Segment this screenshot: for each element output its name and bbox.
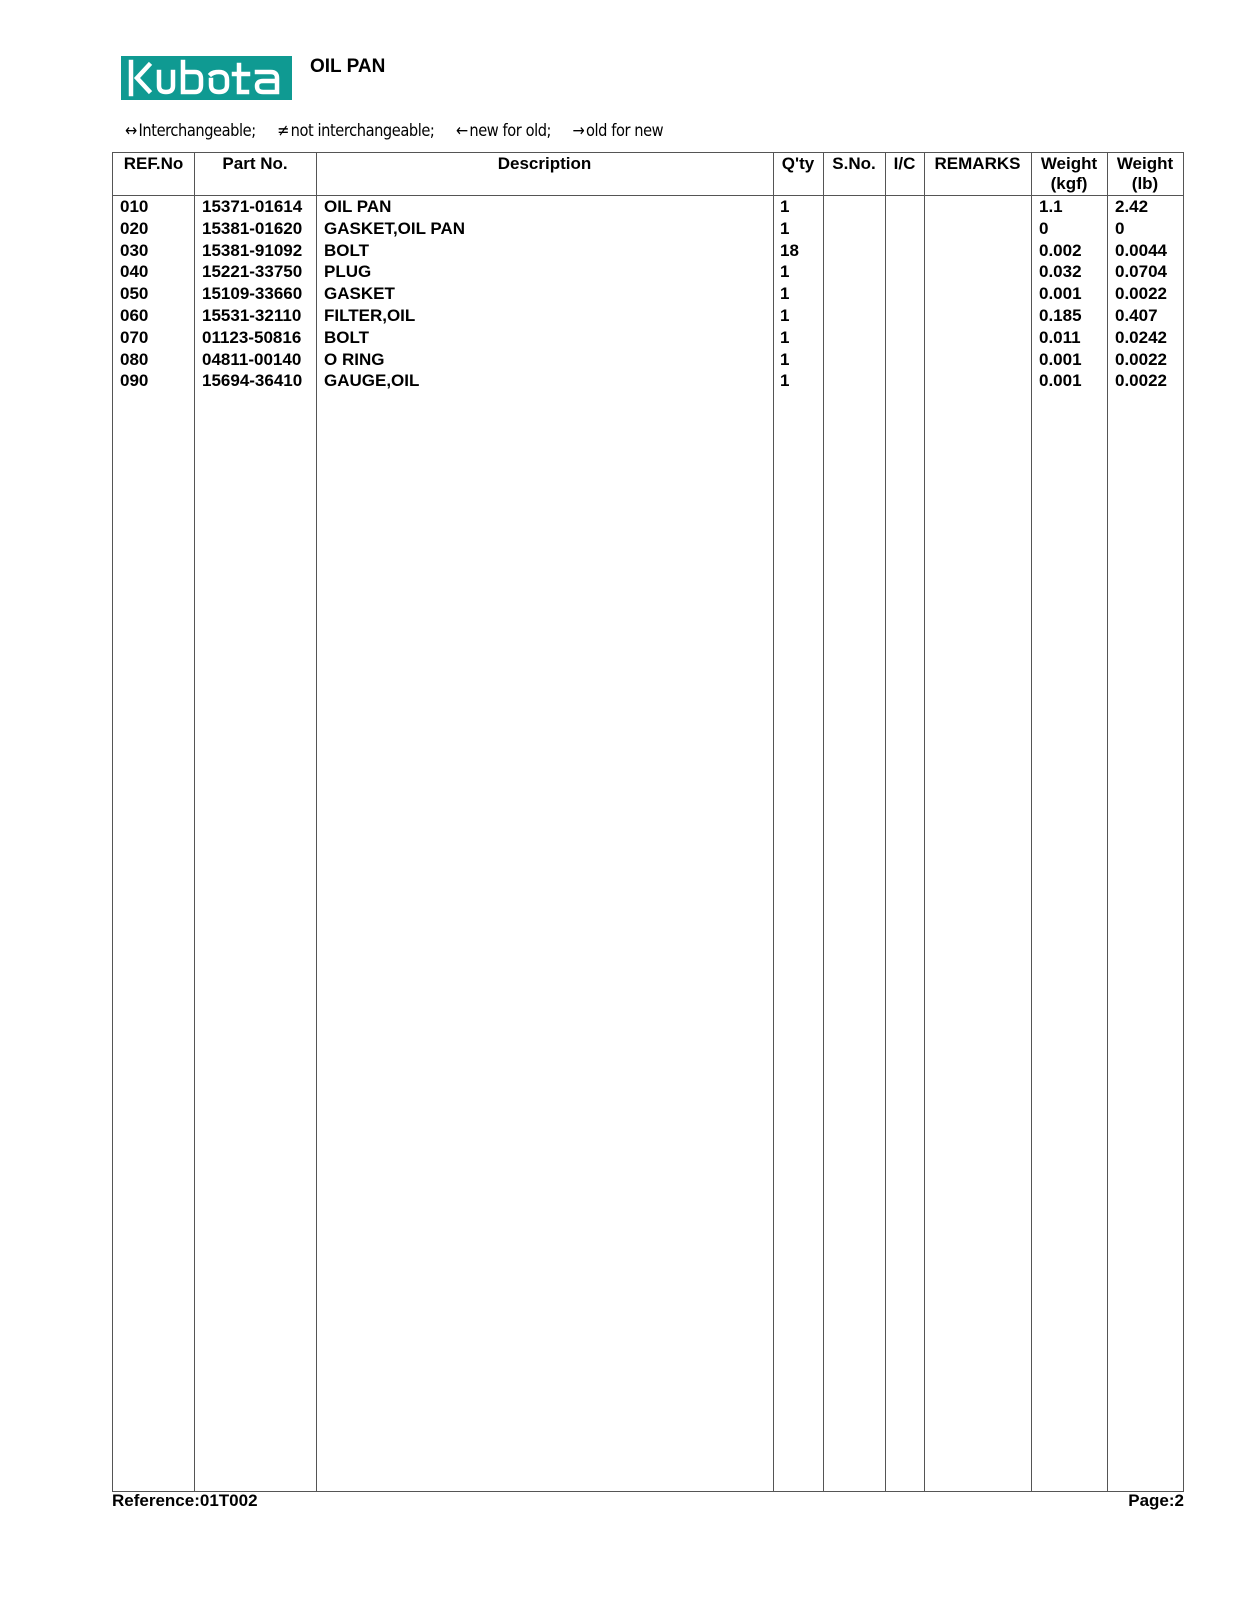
header-remarks: REMARKS: [934, 154, 1021, 173]
header-ref-no: REF.No: [123, 154, 184, 173]
cell-desc: OIL PAN: [324, 197, 392, 216]
cell-weight-kgf: 0.001: [1039, 284, 1082, 304]
cell-qty: 1: [780, 197, 790, 216]
parts-table: [112, 152, 1184, 1492]
cell-weight-kgf: 0.032: [1039, 262, 1082, 282]
legend-old-for-new: → old for new: [572, 121, 664, 141]
cell-desc: GASKET: [324, 284, 395, 304]
cell-weight-lb: 2.42: [1115, 197, 1149, 216]
column-divider: [924, 153, 925, 1491]
cell-desc: FILTER,OIL: [324, 306, 416, 325]
cell-ref: 030: [120, 240, 149, 260]
cell-qty: 1: [780, 371, 790, 391]
column-divider: [194, 153, 195, 1491]
cell-part: 15371-01614: [202, 197, 303, 216]
right-arrow-icon: →: [572, 121, 585, 141]
header-part-no: Part No.: [222, 154, 288, 173]
cell-weight-lb: 0.0242: [1115, 327, 1167, 347]
cell-part: 01123-50816: [202, 327, 302, 347]
column-divider: [885, 153, 886, 1491]
cell-weight-kgf: 0: [1039, 218, 1049, 238]
header-weight-kgf: Weight (kgf): [1040, 154, 1098, 193]
legend-new-for-old: ← new for old;: [455, 121, 552, 141]
header-serial-no: S.No.: [832, 154, 876, 173]
cell-weight-kgf: 0.011: [1039, 327, 1081, 347]
header-description: Description: [497, 154, 592, 173]
cell-ref: 050: [120, 284, 149, 304]
cell-ref: 020: [120, 218, 149, 238]
header-ic: I/C: [893, 154, 916, 173]
cell-desc: BOLT: [324, 327, 370, 347]
cell-part: 04811-00140: [202, 349, 302, 369]
interchangeability-legend: [125, 121, 680, 141]
kubota-logo-mark: [121, 56, 292, 100]
column-divider: [823, 153, 824, 1491]
cell-qty: 18: [780, 240, 799, 260]
cell-qty: 1: [780, 349, 790, 369]
cell-qty: 1: [780, 284, 790, 304]
cell-ref: 060: [120, 306, 149, 325]
cell-part: 15109-33660: [202, 284, 303, 304]
column-divider: [316, 153, 317, 1491]
cell-weight-lb: 0.0022: [1115, 371, 1167, 391]
kubota-logo: [121, 56, 292, 100]
cell-ref: 010: [120, 197, 149, 216]
cell-part: 15694-36410: [202, 371, 303, 391]
cell-qty: 1: [780, 327, 790, 347]
header-weight-lb: Weight (lb): [1116, 154, 1174, 193]
cell-ref: 070: [120, 327, 149, 347]
cell-qty: 1: [780, 306, 790, 325]
cell-weight-lb: 0.0704: [1115, 262, 1167, 282]
cell-part: 15381-01620: [202, 218, 303, 238]
cell-ref: 090: [120, 371, 149, 391]
column-divider: [1107, 153, 1108, 1491]
cell-part: 15381-91092: [202, 240, 303, 260]
legend-not-interchangeable: ≠ not interchangeable;: [277, 121, 435, 141]
cell-weight-lb: 0.407: [1115, 306, 1158, 325]
cell-weight-kgf: 0.001: [1039, 349, 1082, 369]
page-number: Page:2: [1128, 1491, 1184, 1510]
not-equal-icon: ≠: [277, 121, 289, 141]
cell-weight-lb: 0.0022: [1115, 284, 1167, 304]
cell-weight-lb: 0.0022: [1115, 349, 1167, 369]
cell-weight-kgf: 1.1: [1039, 197, 1063, 216]
reference-label: Reference:01T002: [112, 1491, 258, 1510]
cell-weight-lb: 0.0044: [1115, 240, 1167, 260]
cell-desc: PLUG: [324, 262, 372, 282]
cell-part: 15531-32110: [202, 306, 302, 325]
column-divider: [1031, 153, 1032, 1491]
column-divider: [773, 153, 774, 1491]
page-title: OIL PAN: [310, 56, 386, 77]
cell-desc: O RING: [324, 349, 385, 369]
cell-weight-kgf: 0.002: [1039, 240, 1082, 260]
left-arrow-icon: ←: [455, 121, 468, 141]
cell-desc: GAUGE,OIL: [324, 371, 420, 391]
cell-ref: 080: [120, 349, 149, 369]
legend-interchangeable: ↔ Interchangeable;: [125, 121, 256, 141]
cell-ref: 040: [120, 262, 149, 282]
cell-desc: GASKET,OIL PAN: [324, 218, 466, 238]
cell-desc: BOLT: [324, 240, 370, 260]
cell-qty: 1: [780, 218, 790, 238]
cell-weight-lb: 0: [1115, 218, 1125, 238]
cell-qty: 1: [780, 262, 790, 282]
double-arrow-icon: ↔: [125, 121, 137, 141]
cell-part: 15221-33750: [202, 262, 303, 282]
cell-weight-kgf: 0.185: [1039, 306, 1082, 325]
header-qty: Q'ty: [781, 154, 815, 173]
cell-weight-kgf: 0.001: [1039, 371, 1082, 391]
